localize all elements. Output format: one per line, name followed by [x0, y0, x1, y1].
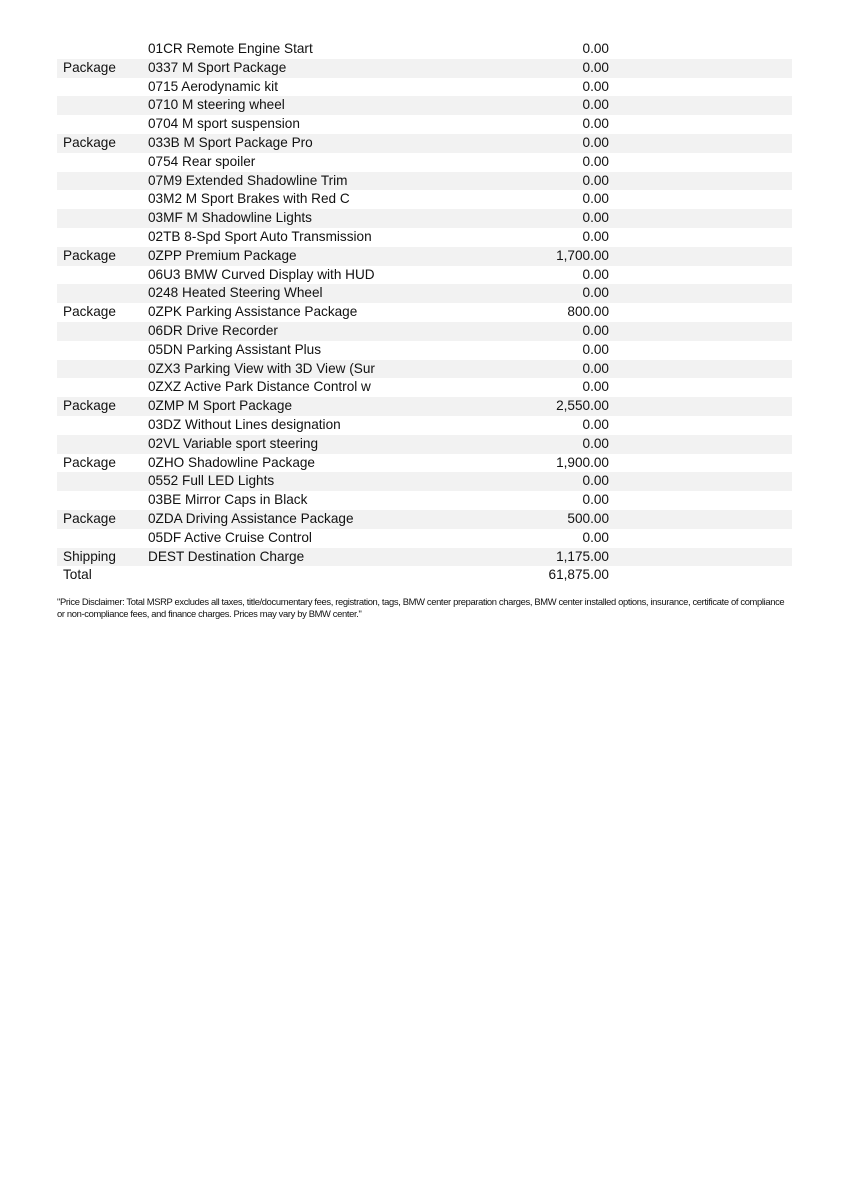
row-description: 07M9 Extended Shadowline Trim: [148, 172, 348, 188]
table-row: [57, 435, 792, 454]
row-price: 0.00: [582, 416, 609, 432]
table-row: [57, 190, 792, 209]
table-row: [57, 529, 792, 548]
table-row: [57, 360, 792, 379]
row-category: Package: [63, 247, 116, 263]
row-description: 02VL Variable sport steering: [148, 435, 319, 451]
table-row: [57, 78, 792, 97]
table-row: [57, 491, 792, 510]
row-price: 500.00: [567, 510, 609, 526]
row-description: 02TB 8-Spd Sport Auto Transmission: [148, 228, 372, 244]
table-row: [57, 172, 792, 191]
row-category: Package: [63, 510, 116, 526]
row-description: 0715 Aerodynamic kit: [148, 78, 278, 94]
row-price: 0.00: [582, 153, 609, 169]
row-price: 0.00: [582, 228, 609, 244]
table-row: [57, 303, 792, 322]
row-price: 0.00: [582, 492, 609, 508]
row-description: 06U3 BMW Curved Display with HUD: [148, 266, 375, 282]
table-row: [57, 454, 792, 473]
row-price: 0.00: [582, 78, 609, 94]
row-category: Package: [63, 398, 116, 414]
row-price: 0.00: [582, 97, 609, 113]
row-price: 0.00: [582, 59, 609, 75]
row-category: Shipping: [63, 548, 116, 564]
row-description: 0248 Heated Steering Wheel: [148, 285, 323, 301]
row-category: Package: [63, 59, 116, 75]
row-description: 0ZMP M Sport Package: [148, 398, 293, 414]
row-description: 0754 Rear spoiler: [148, 153, 256, 169]
row-description: 0710 M steering wheel: [148, 97, 285, 113]
table-row: [57, 284, 792, 303]
row-price: 0.00: [582, 529, 609, 545]
row-description: DEST Destination Charge: [148, 548, 305, 564]
row-price: 0.00: [582, 41, 609, 56]
row-category: Package: [63, 454, 116, 470]
row-description: 05DF Active Cruise Control: [148, 529, 312, 545]
price-table-body: [57, 40, 792, 585]
row-description: 01CR Remote Engine Start: [148, 41, 313, 56]
row-price: 0.00: [582, 341, 609, 357]
price-disclaimer: "Price Disclaimer: Total MSRP excludes all taxes, title/documentary fees, registration, tags, BMW center preparation charges, BMW center installed options, insurance, certificate of compliance or non-compliance fees, and finance charges. Prices may vary by BMW center.": [57, 596, 785, 619]
row-description: 0ZDA Driving Assistance Package: [148, 510, 354, 526]
row-description: 0ZPP Premium Package: [148, 247, 297, 263]
row-price: 2,550.00: [556, 398, 609, 414]
row-description: 03M2 M Sport Brakes with Red C: [148, 191, 350, 207]
row-price: 1,175.00: [556, 548, 609, 564]
table-row: [57, 322, 792, 341]
row-description: 0ZXZ Active Park Distance Control w: [148, 379, 371, 395]
row-description: 03MF M Shadowline Lights: [148, 210, 312, 226]
row-description: 0ZX3 Parking View with 3D View (Sur: [148, 360, 375, 376]
table-row: [57, 96, 792, 115]
row-price: 0.00: [582, 134, 609, 150]
row-description: 05DN Parking Assistant Plus: [148, 341, 322, 357]
table-row: [57, 548, 792, 567]
table-row: [57, 378, 792, 397]
row-price: 0.00: [582, 360, 609, 376]
row-description: 0ZPK Parking Assistance Package: [148, 304, 358, 320]
row-description: 033B M Sport Package Pro: [148, 134, 313, 150]
row-description: 06DR Drive Recorder: [148, 322, 278, 338]
row-price: 0.00: [582, 379, 609, 395]
table-row: [57, 397, 792, 416]
row-description: 03DZ Without Lines designation: [148, 416, 341, 432]
row-category: Package: [63, 134, 116, 150]
row-price: 0.00: [582, 172, 609, 188]
row-description: 0552 Full LED Lights: [148, 473, 275, 489]
table-row: [57, 59, 792, 78]
table-row: [57, 510, 792, 529]
row-price: 0.00: [582, 322, 609, 338]
table-row: [57, 266, 792, 285]
row-price: 0.00: [582, 116, 609, 132]
row-price: 0.00: [582, 191, 609, 207]
row-price: 0.00: [582, 473, 609, 489]
table-row: [57, 209, 792, 228]
table-row: [57, 472, 792, 491]
total-price: 61,875.00: [548, 567, 609, 583]
row-price: 1,700.00: [556, 247, 609, 263]
row-category: Package: [63, 304, 116, 320]
row-price: 0.00: [582, 435, 609, 451]
row-category: Total: [63, 567, 92, 583]
row-price: 800.00: [567, 304, 609, 320]
table-row: [57, 247, 792, 266]
row-price: 1,900.00: [556, 454, 609, 470]
row-description: 0ZHO Shadowline Package: [148, 454, 315, 470]
row-description: 03BE Mirror Caps in Black: [148, 492, 308, 508]
table-row: [57, 153, 792, 172]
row-price: 0.00: [582, 210, 609, 226]
total-row: [57, 566, 792, 585]
price-table: [57, 40, 792, 585]
table-row: [57, 228, 792, 247]
table-row: [57, 40, 792, 59]
row-description: 0337 M Sport Package: [148, 59, 287, 75]
row-description: 0704 M sport suspension: [148, 116, 300, 132]
table-row: [57, 416, 792, 435]
table-row: [57, 115, 792, 134]
table-row: [57, 341, 792, 360]
table-row: [57, 134, 792, 153]
row-price: 0.00: [582, 266, 609, 282]
row-price: 0.00: [582, 285, 609, 301]
